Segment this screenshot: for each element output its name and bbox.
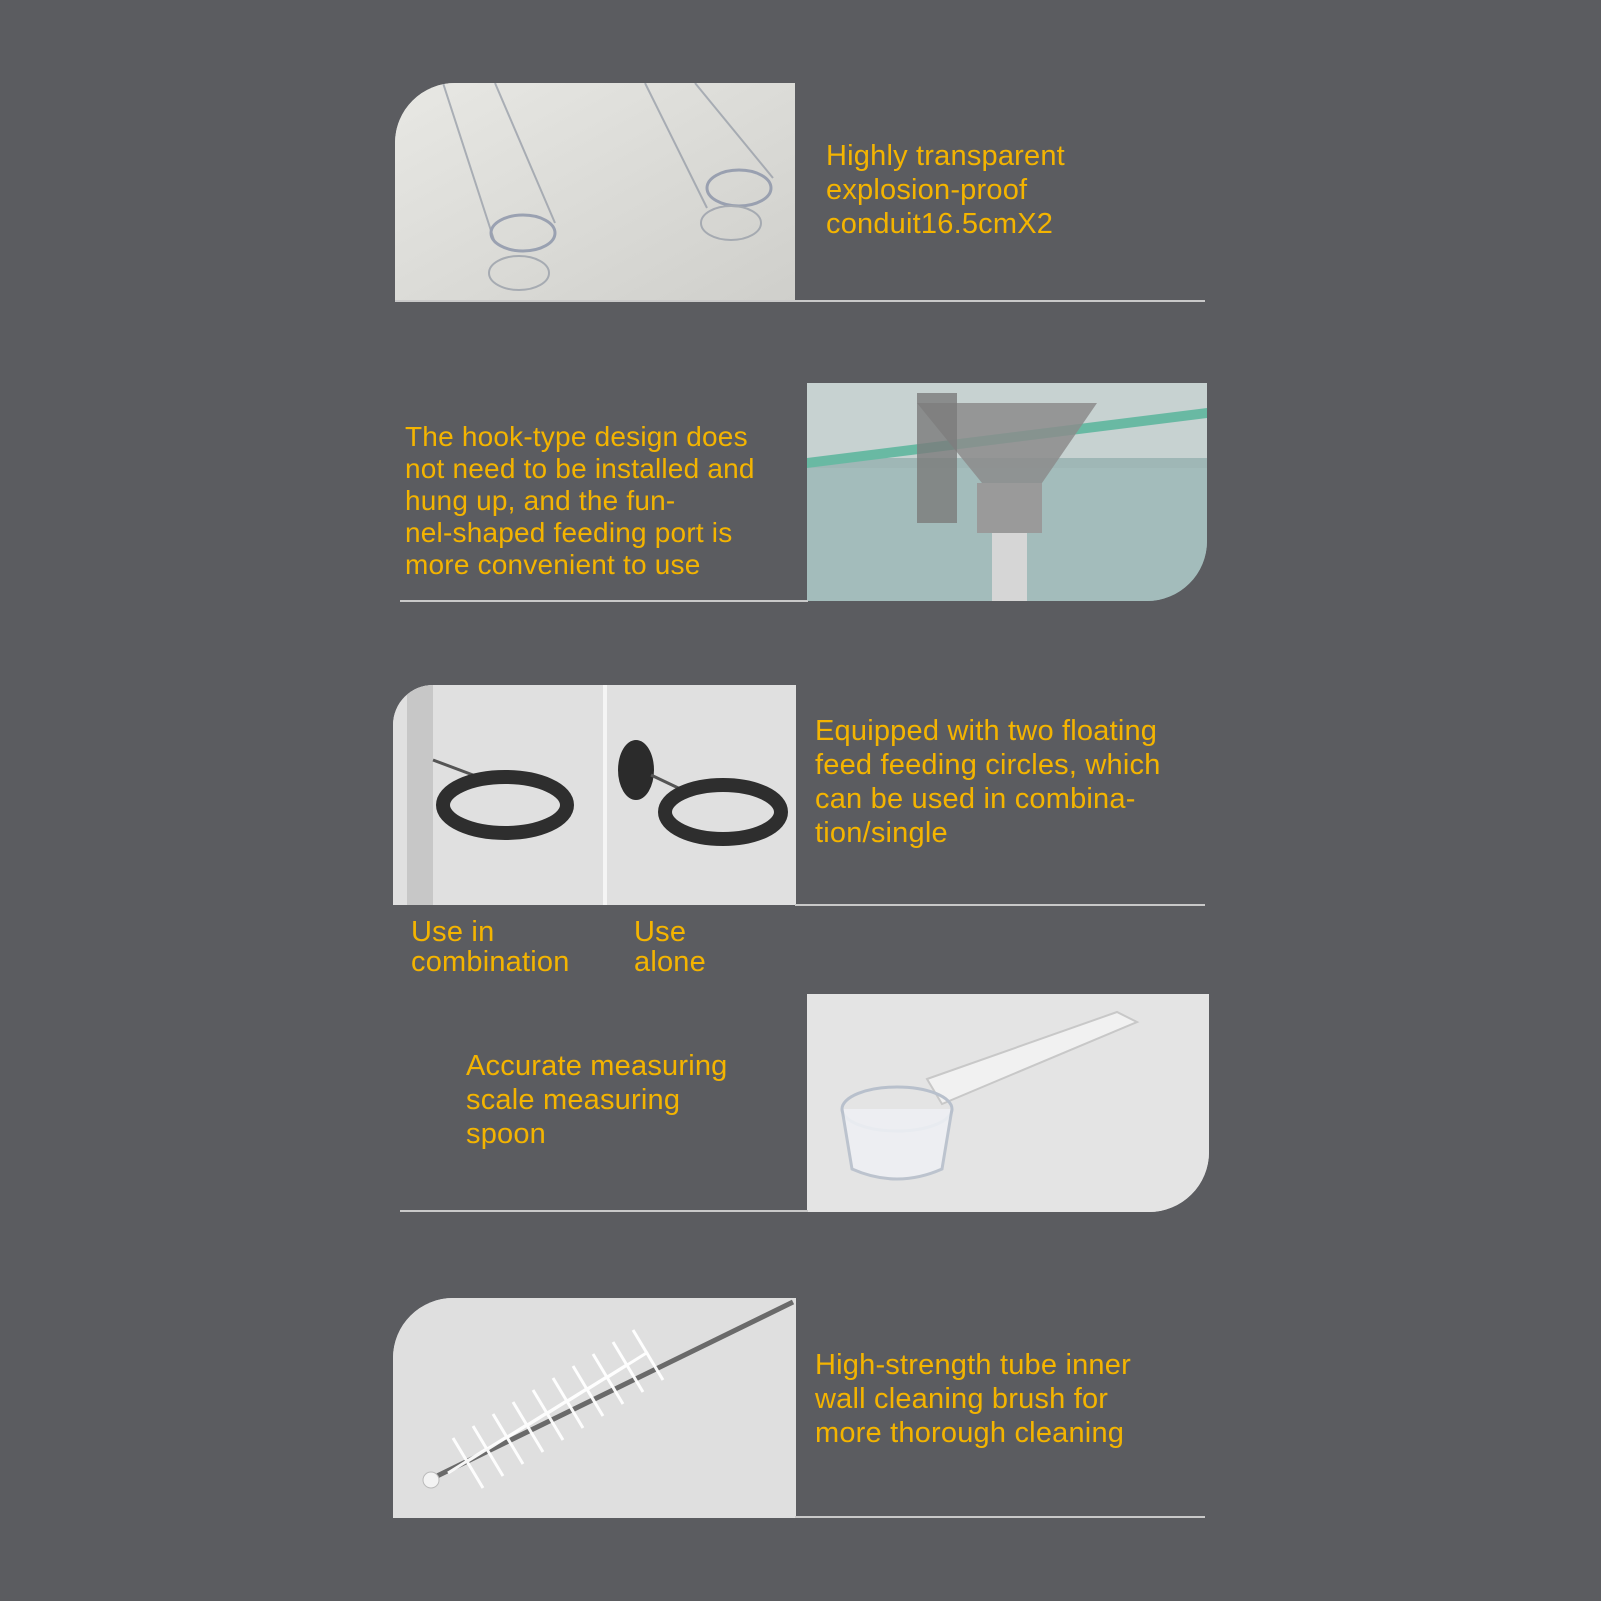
rings-feature-text: Equipped with two floating feed feeding circles, which can be used in combina- tion/single: [815, 715, 1161, 849]
funnel-feeding-port-image: [807, 383, 1207, 601]
use-alone-caption: Use alone: [634, 916, 706, 978]
spoon-feature-text: Accurate measuring scale measuring spoon: [466, 1050, 728, 1150]
use-in-combination-caption: Use in combination: [411, 916, 570, 978]
section-divider: [795, 904, 1205, 906]
brush-feature-text: High-strength tube inner wall cleaning brush for more thorough cleaning: [815, 1349, 1131, 1449]
section-divider: [795, 1516, 1205, 1518]
conduit-feature-text: Highly transparent explosion-proof conduit16.5cmX2: [826, 140, 1065, 240]
transparent-tubes-image: [395, 83, 795, 301]
section-divider: [400, 1210, 808, 1212]
section-divider: [395, 300, 1205, 302]
section-divider: [400, 600, 808, 602]
floating-feeding-rings-image: [393, 685, 796, 905]
hook-feature-text: The hook-type design does not need to be installed and hung up, and the fun- nel-shaped feeding port is more convenient to use: [405, 421, 755, 580]
cleaning-brush-image: [393, 1298, 796, 1518]
measuring-spoon-image: [807, 994, 1209, 1212]
